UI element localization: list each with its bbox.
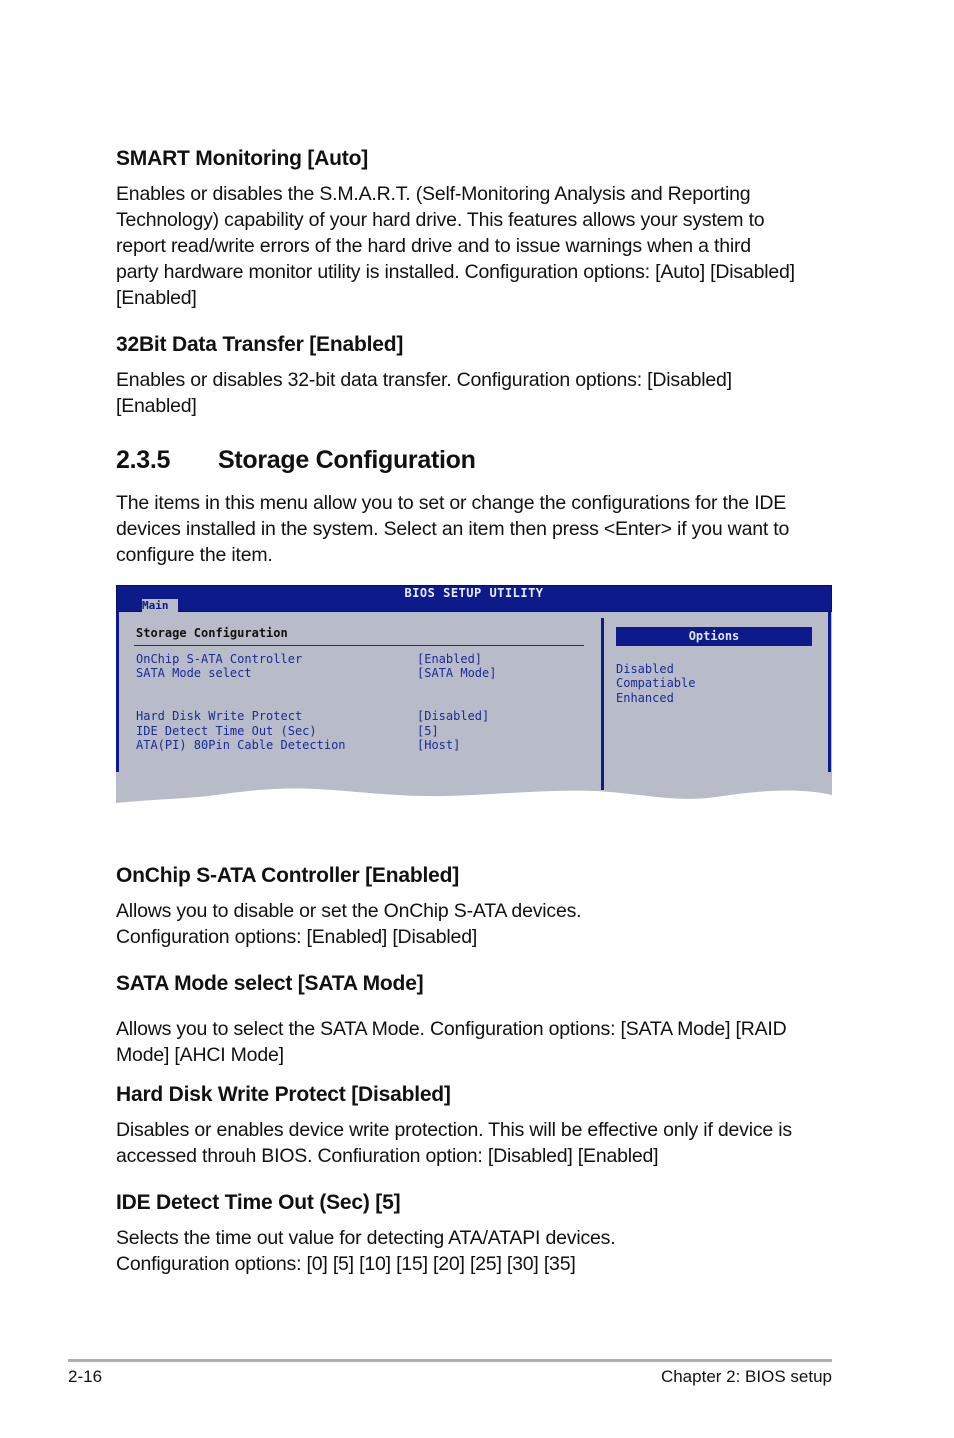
bios-item-value[interactable]: [SATA Mode]: [417, 666, 497, 680]
torn-edge: [116, 770, 832, 805]
tab-main[interactable]: Main: [142, 599, 178, 612]
paragraph-sata-mode: [116, 1016, 828, 1068]
paragraph-ide-detect-timeout: [116, 1225, 828, 1277]
paragraph-onchip-sata: [116, 898, 828, 950]
chapter-label: Chapter 2: BIOS setup: [660, 1367, 832, 1386]
bios-panel-title: Storage Configuration: [136, 626, 288, 640]
bios-item-value[interactable]: [Enabled]: [417, 652, 483, 666]
text-line: configure the item.: [116, 544, 273, 566]
bios-title: BIOS SETUP UTILITY: [404, 586, 544, 600]
text-line: Allows you to disable or set the OnChip S-ATA devices.: [116, 900, 582, 922]
heading-32bit-transfer: 32Bit Data Transfer [Enabled]: [116, 333, 404, 356]
bios-item-label[interactable]: Hard Disk Write Protect: [136, 709, 303, 723]
paragraph-hard-disk-write-protect: [116, 1117, 828, 1169]
paragraph-smart-monitoring: [116, 181, 828, 311]
options-header: Options: [616, 627, 812, 646]
bios-item-value[interactable]: [5]: [417, 724, 439, 738]
bios-item-label[interactable]: IDE Detect Time Out (Sec): [136, 724, 317, 738]
panel-title-underline: [134, 645, 584, 646]
panel-divider: [601, 618, 604, 790]
text-line: Allows you to select the SATA Mode. Configuration options: [SATA Mode] [RAID: [116, 1018, 787, 1040]
text-line: The items in this menu allow you to set or change the configurations for the IDE: [116, 492, 787, 514]
section-heading-storage: [116, 446, 476, 475]
text-line: report read/write errors of the hard drive and to issue warnings when a third: [116, 235, 751, 257]
footer-divider: [68, 1359, 832, 1362]
heading-ide-detect-timeout: IDE Detect Time Out (Sec) [5]: [116, 1191, 401, 1214]
text-line: devices installed in the system. Select an item then press <Enter> if you want to: [116, 518, 790, 540]
heading-sata-mode: SATA Mode select [SATA Mode]: [116, 972, 424, 995]
text-line: Technology) capability of your hard drive. This features allows your system to: [116, 209, 765, 231]
bios-item-label[interactable]: OnChip S-ATA Controller: [136, 652, 303, 666]
heading-onchip-sata: OnChip S-ATA Controller [Enabled]: [116, 864, 459, 887]
text-line: party hardware monitor utility is installed. Configuration options: [Auto] [Disabled]: [116, 261, 795, 283]
bios-item-value[interactable]: [Host]: [417, 738, 461, 752]
text-line: Mode] [AHCI Mode]: [116, 1044, 284, 1066]
text-line: accessed throuh BIOS. Confiuration option: [Disabled] [Enabled]: [116, 1145, 659, 1167]
text-line: Disables or enables device write protection. This will be effective only if device is: [116, 1119, 792, 1141]
heading-smart-monitoring: SMART Monitoring [Auto]: [116, 147, 368, 170]
text-line: [Enabled]: [116, 287, 197, 309]
option-item[interactable]: Disabled: [616, 662, 674, 676]
bios-item-value[interactable]: [Disabled]: [417, 709, 490, 723]
page-number: 2-16: [68, 1367, 103, 1386]
text-line: Configuration options: [Enabled] [Disabled]: [116, 926, 478, 948]
bios-title-bar: [116, 585, 832, 612]
frame-right: [828, 612, 831, 772]
paragraph-storage-intro: [116, 490, 828, 568]
section-title: Storage Configuration: [218, 446, 476, 474]
heading-hard-disk-write-protect: Hard Disk Write Protect [Disabled]: [116, 1083, 451, 1106]
option-item[interactable]: Enhanced: [616, 691, 674, 705]
bios-item-label[interactable]: SATA Mode select: [136, 666, 252, 680]
text-line: Selects the time out value for detecting ATA/ATAPI devices.: [116, 1227, 616, 1249]
text-line: Enables or disables 32-bit data transfer. Configuration options: [Disabled]: [116, 369, 732, 391]
option-item[interactable]: Compatiable: [616, 676, 696, 690]
paragraph-32bit-transfer: [116, 367, 828, 419]
section-number: 2.3.5: [116, 446, 171, 474]
text-line: Configuration options: [0] [5] [10] [15] [20] [25] [30] [35]: [116, 1253, 576, 1275]
frame-left: [116, 612, 119, 772]
text-line: [Enabled]: [116, 395, 197, 417]
bios-screenshot: [116, 585, 832, 805]
bios-item-label[interactable]: ATA(PI) 80Pin Cable Detection: [136, 738, 346, 752]
text-line: Enables or disables the S.M.A.R.T. (Self-Monitoring Analysis and Reporting: [116, 183, 751, 205]
